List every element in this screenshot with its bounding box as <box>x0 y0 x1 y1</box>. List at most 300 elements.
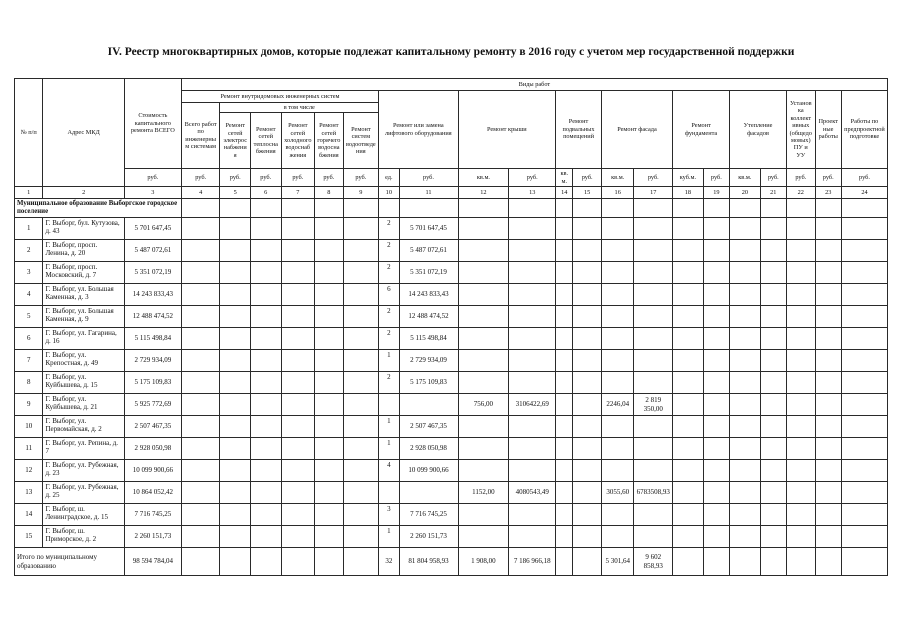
empty-cell <box>815 328 841 350</box>
roof-cost-cell <box>509 504 556 526</box>
col-header-electric: Ремонт сетей электроснабжения <box>220 113 251 169</box>
empty-cell <box>556 548 573 576</box>
facade-area-cell <box>601 526 634 548</box>
facade-area-cell <box>601 306 634 328</box>
empty-cell <box>220 460 251 482</box>
empty-cell <box>573 240 601 262</box>
unit-cell: руб. <box>399 169 458 187</box>
empty-cell <box>181 350 220 372</box>
empty-cell <box>573 482 601 504</box>
empty-cell <box>315 482 343 504</box>
empty-cell <box>181 504 220 526</box>
empty-cell <box>841 328 887 350</box>
facade-cost-cell <box>634 306 673 328</box>
empty-cell <box>703 548 729 576</box>
units-row <box>15 169 888 187</box>
empty-cell <box>703 306 729 328</box>
column-number-cell: 1 <box>15 187 43 199</box>
col-header-cost: Стоимость капитального ремонта ВСЕГО <box>124 78 181 168</box>
empty-cell <box>181 372 220 394</box>
elevator-cost-cell: 7 716 745,25 <box>399 504 458 526</box>
elevator-units-cell: 2 <box>379 218 399 240</box>
row-number: 14 <box>15 504 43 526</box>
empty-cell <box>251 306 282 328</box>
elevator-units-cell: 2 <box>379 240 399 262</box>
empty-cell <box>181 262 220 284</box>
row-number: 7 <box>15 350 43 372</box>
elevator-cost-cell: 12 488 474,52 <box>399 306 458 328</box>
address-cell: Г. Выборг, ул. Крепостная, д. 49 <box>43 350 124 372</box>
empty-cell <box>556 199 573 218</box>
unit-cell: руб. <box>251 169 282 187</box>
facade-cost-cell <box>634 372 673 394</box>
elevator-units-cell: 2 <box>379 262 399 284</box>
table-row <box>15 438 888 460</box>
empty-cell <box>181 482 220 504</box>
empty-cell <box>841 350 887 372</box>
empty-cell <box>841 306 887 328</box>
empty-cell <box>343 460 379 482</box>
empty-cell <box>251 218 282 240</box>
empty-cell <box>673 416 704 438</box>
empty-cell <box>841 199 887 218</box>
empty-cell <box>841 416 887 438</box>
empty-cell <box>556 218 573 240</box>
address-cell: Г. Выборг, ул. Первомайская, д. 2 <box>43 416 124 438</box>
col-header-sewerage: Ремонт систем водоотведения <box>343 113 379 169</box>
total-cost-cell: 10 864 052,42 <box>124 482 181 504</box>
empty-cell <box>634 199 673 218</box>
empty-cell <box>556 372 573 394</box>
elevator-cost-cell: 5 115 498,84 <box>399 328 458 350</box>
col-header-insulation: Утепление фасадов <box>730 90 787 168</box>
row-number: 2 <box>15 240 43 262</box>
empty-cell <box>730 240 761 262</box>
empty-cell <box>673 284 704 306</box>
total-cost-cell: 10 099 900,66 <box>124 460 181 482</box>
empty-cell <box>703 416 729 438</box>
column-number-cell: 12 <box>458 187 509 199</box>
empty-cell <box>315 460 343 482</box>
elevator-units-cell: 1 <box>379 350 399 372</box>
facade-cost-cell <box>634 240 673 262</box>
empty-cell <box>281 284 315 306</box>
unit-cell: руб. <box>634 169 673 187</box>
empty-cell <box>841 548 887 576</box>
roof-cost-cell <box>509 306 556 328</box>
unit-cell: руб. <box>509 169 556 187</box>
unit-cell: руб. <box>815 169 841 187</box>
empty-cell <box>343 548 379 576</box>
empty-cell <box>251 548 282 576</box>
column-number-cell: 20 <box>730 187 761 199</box>
address-cell: Г. Выборг, бул. Кутузова, д. 43 <box>43 218 124 240</box>
roof-area-cell <box>458 372 509 394</box>
roof-cost-cell <box>509 350 556 372</box>
empty-cell <box>760 548 786 576</box>
empty-cell <box>815 240 841 262</box>
total-elevator-units: 32 <box>379 548 399 576</box>
empty-cell <box>841 284 887 306</box>
empty-cell <box>181 218 220 240</box>
roof-area-cell <box>458 218 509 240</box>
empty-cell <box>673 306 704 328</box>
roof-area-cell <box>458 328 509 350</box>
empty-cell <box>730 218 761 240</box>
empty-cell <box>281 460 315 482</box>
empty-cell <box>760 504 786 526</box>
col-header-design: Проектные работы <box>815 90 841 168</box>
empty-cell <box>181 438 220 460</box>
empty-cell <box>787 526 815 548</box>
empty-cell <box>281 526 315 548</box>
column-number-cell: 8 <box>315 187 343 199</box>
col-header-predesign: Работы по предпроектной подготовке <box>841 90 887 168</box>
column-number-cell: 17 <box>634 187 673 199</box>
empty-cell <box>841 372 887 394</box>
empty-cell <box>815 548 841 576</box>
empty-cell <box>815 372 841 394</box>
empty-cell <box>841 438 887 460</box>
empty-cell <box>315 438 343 460</box>
row-number: 15 <box>15 526 43 548</box>
empty-cell <box>760 199 786 218</box>
address-cell: Г. Выборг, ул. Репина, д. 7 <box>43 438 124 460</box>
empty-cell <box>703 504 729 526</box>
col-header-heating: Ремонт сетей теплоснабжения <box>251 113 282 169</box>
empty-cell <box>703 460 729 482</box>
empty-cell <box>315 199 343 218</box>
empty-cell <box>343 328 379 350</box>
empty-cell <box>760 416 786 438</box>
empty-cell <box>181 199 220 218</box>
facade-cost-cell <box>634 526 673 548</box>
unit-cell: ед. <box>379 169 399 187</box>
empty-cell <box>815 306 841 328</box>
empty-cell <box>730 504 761 526</box>
empty-cell <box>703 328 729 350</box>
col-header-work-types: Виды работ <box>181 78 887 90</box>
empty-cell <box>251 284 282 306</box>
address-cell: Г. Выборг, ул. Рубежная, д. 25 <box>43 482 124 504</box>
col-header-facade: Ремонт фасада <box>601 90 672 168</box>
roof-area-cell <box>458 416 509 438</box>
table-row <box>15 372 888 394</box>
empty-cell <box>343 482 379 504</box>
facade-area-cell: 2246,04 <box>601 394 634 416</box>
empty-cell <box>815 350 841 372</box>
facade-cost-cell: 2 819 350,00 <box>634 394 673 416</box>
empty-cell <box>315 240 343 262</box>
facade-area-cell <box>601 328 634 350</box>
total-cost-cell: 12 488 474,52 <box>124 306 181 328</box>
empty-cell <box>251 460 282 482</box>
empty-cell <box>703 240 729 262</box>
empty-cell <box>703 218 729 240</box>
unit-cell: кв.м. <box>730 169 761 187</box>
elevator-cost-cell: 5 175 109,83 <box>399 372 458 394</box>
empty-cell <box>315 526 343 548</box>
column-number-cell: 18 <box>673 187 704 199</box>
roof-area-cell: 756,00 <box>458 394 509 416</box>
empty-cell <box>281 328 315 350</box>
empty-cell <box>730 416 761 438</box>
roof-area-cell <box>458 460 509 482</box>
table-row <box>15 240 888 262</box>
empty-cell <box>730 350 761 372</box>
empty-cell <box>673 526 704 548</box>
column-number-cell: 13 <box>509 187 556 199</box>
column-number-cell: 22 <box>787 187 815 199</box>
empty-cell <box>220 240 251 262</box>
empty-cell <box>251 350 282 372</box>
empty-cell <box>787 262 815 284</box>
total-cost-cell: 2 928 050,98 <box>124 438 181 460</box>
elevator-units-cell: 6 <box>379 284 399 306</box>
empty-cell <box>315 504 343 526</box>
empty-cell <box>601 199 634 218</box>
empty-cell <box>841 460 887 482</box>
empty-cell <box>573 218 601 240</box>
total-facade-cost: 9 602 858,93 <box>634 548 673 576</box>
empty-cell <box>556 504 573 526</box>
roof-cost-cell: 3106422,69 <box>509 394 556 416</box>
elevator-cost-cell: 2 928 050,98 <box>399 438 458 460</box>
address-cell: Г. Выборг, ул. Большая Каменная, д. 3 <box>43 284 124 306</box>
empty-cell <box>281 394 315 416</box>
empty-cell <box>703 372 729 394</box>
empty-cell <box>343 504 379 526</box>
empty-cell <box>815 504 841 526</box>
facade-area-cell <box>601 240 634 262</box>
empty-cell <box>760 460 786 482</box>
empty-cell <box>251 482 282 504</box>
column-number-cell: 6 <box>251 187 282 199</box>
empty-cell <box>573 548 601 576</box>
facade-area-cell <box>601 262 634 284</box>
elevator-units-cell: 1 <box>379 526 399 548</box>
roof-area-cell <box>458 262 509 284</box>
column-number-cell: 4 <box>181 187 220 199</box>
elevator-cost-cell: 2 729 934,09 <box>399 350 458 372</box>
elevator-cost-cell: 10 099 900,66 <box>399 460 458 482</box>
row-number: 6 <box>15 328 43 350</box>
address-cell: Г. Выборг, ш. Ленинградское, д. 15 <box>43 504 124 526</box>
facade-cost-cell <box>634 262 673 284</box>
empty-cell <box>251 262 282 284</box>
empty-cell <box>573 372 601 394</box>
elevator-units-cell <box>379 394 399 416</box>
empty-cell <box>281 372 315 394</box>
empty-cell <box>251 394 282 416</box>
empty-cell <box>673 240 704 262</box>
empty-cell <box>815 394 841 416</box>
total-cost-cell: 5 487 072,61 <box>124 240 181 262</box>
elevator-units-cell: 1 <box>379 438 399 460</box>
empty-cell <box>343 284 379 306</box>
column-number-cell: 24 <box>841 187 887 199</box>
empty-cell <box>281 218 315 240</box>
empty-cell <box>181 284 220 306</box>
address-cell: Г. Выборг, ул. Куйбышева, д. 15 <box>43 372 124 394</box>
empty-cell <box>315 350 343 372</box>
empty-cell <box>220 328 251 350</box>
empty-cell <box>673 350 704 372</box>
empty-cell <box>220 372 251 394</box>
empty-cell <box>703 526 729 548</box>
column-number-cell: 10 <box>379 187 399 199</box>
empty-cell <box>673 199 704 218</box>
empty-cell <box>281 240 315 262</box>
empty-cell <box>787 284 815 306</box>
empty-cell <box>220 284 251 306</box>
total-cost-cell: 2 507 467,35 <box>124 416 181 438</box>
empty-cell <box>815 526 841 548</box>
empty-cell <box>556 262 573 284</box>
elevator-cost-cell: 2 260 151,73 <box>399 526 458 548</box>
empty-cell <box>760 262 786 284</box>
total-roof-area: 1 908,00 <box>458 548 509 576</box>
unit-cell: руб. <box>281 169 315 187</box>
col-header-foundation: Ремонт фундамента <box>673 90 730 168</box>
facade-cost-cell: 6783508,93 <box>634 482 673 504</box>
empty-cell <box>181 460 220 482</box>
empty-cell <box>787 306 815 328</box>
empty-cell <box>315 394 343 416</box>
empty-cell <box>673 548 704 576</box>
col-header-engineering-total: Всего работ по инженерным системам <box>181 102 220 168</box>
empty-cell <box>573 438 601 460</box>
empty-cell <box>220 262 251 284</box>
empty-cell <box>815 482 841 504</box>
empty-cell <box>315 306 343 328</box>
empty-cell <box>841 262 887 284</box>
empty-cell <box>281 199 315 218</box>
column-number-cell: 19 <box>703 187 729 199</box>
total-cost-cell: 5 701 647,45 <box>124 218 181 240</box>
column-number-cell: 2 <box>43 187 124 199</box>
row-number: 1 <box>15 218 43 240</box>
elevator-cost-cell: 5 487 072,61 <box>399 240 458 262</box>
empty-cell <box>343 350 379 372</box>
empty-cell <box>343 416 379 438</box>
empty-cell <box>343 438 379 460</box>
empty-cell <box>730 262 761 284</box>
roof-area-cell <box>458 284 509 306</box>
empty-cell <box>730 284 761 306</box>
table-row <box>15 306 888 328</box>
empty-cell <box>673 372 704 394</box>
total-cost: 98 594 784,04 <box>124 548 181 576</box>
total-roof-cost: 7 186 966,18 <box>509 548 556 576</box>
roof-cost-cell <box>509 240 556 262</box>
table-row <box>15 262 888 284</box>
column-number-cell: 9 <box>343 187 379 199</box>
roof-cost-cell: 4080543,49 <box>509 482 556 504</box>
empty-cell <box>251 438 282 460</box>
elevator-cost-cell: 14 243 833,43 <box>399 284 458 306</box>
row-number: 8 <box>15 372 43 394</box>
address-cell: Г. Выборг, просп. Московский, д. 7 <box>43 262 124 284</box>
empty-cell <box>556 394 573 416</box>
elevator-cost-cell: 2 507 467,35 <box>399 416 458 438</box>
roof-cost-cell <box>509 284 556 306</box>
empty-cell <box>703 350 729 372</box>
column-numbers-row <box>15 187 888 199</box>
empty-cell <box>787 482 815 504</box>
empty-cell <box>573 504 601 526</box>
empty-cell <box>841 526 887 548</box>
empty-cell <box>703 482 729 504</box>
table-row <box>15 328 888 350</box>
document-title: IV. Реестр многоквартирных домов, которые подлежат капитальному ремонту в 2016 году с учетом мер государственной поддержки <box>107 46 795 58</box>
table-row <box>15 460 888 482</box>
empty-cell <box>181 240 220 262</box>
elevator-units-cell <box>379 482 399 504</box>
address-cell: Г. Выборг, ул. Гагарина, д. 16 <box>43 328 124 350</box>
col-header-meters: Установка коллективных (общедомовых) ПУ и УУ <box>787 90 815 168</box>
empty-cell <box>251 416 282 438</box>
elevator-units-cell: 3 <box>379 504 399 526</box>
empty-cell <box>760 438 786 460</box>
empty-cell <box>181 416 220 438</box>
facade-cost-cell <box>634 460 673 482</box>
facade-area-cell <box>601 218 634 240</box>
col-header-elevator: Ремонт или замена лифтового оборудования <box>379 90 458 168</box>
elevator-cost-cell <box>399 394 458 416</box>
empty-cell <box>556 482 573 504</box>
unit-cell: руб. <box>787 169 815 187</box>
facade-cost-cell <box>634 416 673 438</box>
col-header-including: в том числе <box>220 102 379 112</box>
roof-cost-cell <box>509 416 556 438</box>
empty-cell <box>815 416 841 438</box>
empty-cell <box>556 284 573 306</box>
elevator-cost-cell <box>399 482 458 504</box>
roof-area-cell <box>458 504 509 526</box>
empty-cell <box>787 218 815 240</box>
empty-cell <box>220 199 251 218</box>
empty-cell <box>556 438 573 460</box>
unit-cell: руб. <box>760 169 786 187</box>
unit-cell: кв. м. <box>556 169 573 187</box>
empty-cell <box>815 199 841 218</box>
empty-cell <box>556 328 573 350</box>
empty-cell <box>673 482 704 504</box>
facade-cost-cell <box>634 218 673 240</box>
empty-cell <box>841 504 887 526</box>
facade-cost-cell <box>634 328 673 350</box>
empty-cell <box>815 438 841 460</box>
empty-cell <box>673 218 704 240</box>
column-number-cell: 16 <box>601 187 634 199</box>
empty-cell <box>841 394 887 416</box>
column-number-cell: 5 <box>220 187 251 199</box>
facade-area-cell <box>601 416 634 438</box>
row-number: 4 <box>15 284 43 306</box>
facade-area-cell: 3055,60 <box>601 482 634 504</box>
empty-cell <box>841 482 887 504</box>
address-cell: Г. Выборг, ул. Куйбышева, д. 21 <box>43 394 124 416</box>
empty-cell <box>220 218 251 240</box>
table-row <box>15 526 888 548</box>
empty-cell <box>730 548 761 576</box>
address-cell: Г. Выборг, просп. Ленина, д. 20 <box>43 240 124 262</box>
empty-cell <box>251 372 282 394</box>
elevator-units-cell: 2 <box>379 372 399 394</box>
empty-cell <box>281 306 315 328</box>
elevator-units-cell: 2 <box>379 328 399 350</box>
